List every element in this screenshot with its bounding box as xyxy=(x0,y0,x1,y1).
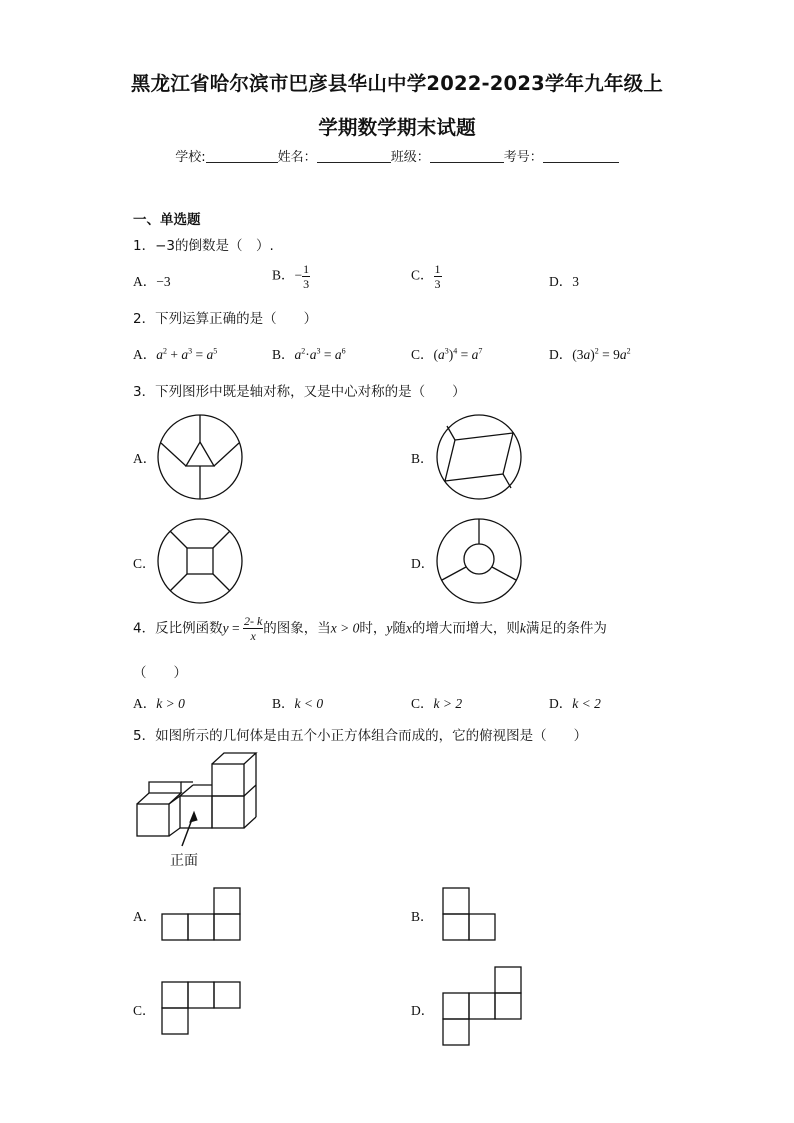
option-text: k > 2 xyxy=(433,696,463,711)
q4-stem xyxy=(133,614,607,643)
option-label: C． xyxy=(411,267,434,283)
q5-option-d-figure xyxy=(442,966,524,1048)
q4-option-c xyxy=(411,692,462,712)
exam-title-line2: 学期数学期末试题 xyxy=(318,116,476,139)
expr-part: a xyxy=(619,347,627,362)
option-prefix: − xyxy=(294,267,303,283)
front-view-label: 正面 xyxy=(170,853,198,869)
option-text: k > 0 xyxy=(156,696,185,711)
option-text: −3 xyxy=(156,274,171,289)
q1-stem: 1．−3的倒数是（ ）. xyxy=(133,238,274,254)
q4-option-a xyxy=(133,692,185,712)
exam-no-blank xyxy=(543,149,619,163)
name-label: 姓名： xyxy=(277,150,317,165)
q3-figure-d xyxy=(435,517,523,605)
q5-stem: 5．如图所示的几何体是由五个小正方体组合而成的，它的俯视图是（ ） xyxy=(133,728,588,744)
q4-var: x xyxy=(405,620,412,636)
expr-part: a xyxy=(471,347,479,362)
exponent: 2 xyxy=(594,346,599,356)
expr-part: a xyxy=(206,347,214,362)
section-heading: 一、单选题 xyxy=(133,212,201,228)
q3-label-c: C． xyxy=(133,556,156,571)
expr-part: (3 xyxy=(572,347,584,362)
q1-option-d xyxy=(549,270,579,290)
q5-label-b: B． xyxy=(411,909,434,924)
expr-part: = 9 xyxy=(598,347,620,362)
q4-condition: x > 0 xyxy=(330,620,360,636)
class-label: 班级： xyxy=(390,150,430,165)
q3-figure-c xyxy=(156,517,244,605)
q1-option-a xyxy=(133,270,171,290)
q4-text: 满足的条件为 xyxy=(525,620,607,637)
expr-part: + xyxy=(167,347,182,362)
q3-label-b: B． xyxy=(411,451,434,466)
q4-fraction xyxy=(243,614,263,643)
denominator: x xyxy=(250,629,256,643)
q5-option-a-figure xyxy=(161,887,243,943)
exponent: 4 xyxy=(453,346,458,356)
option-text: k < 2 xyxy=(572,696,601,711)
q2-option-c xyxy=(411,343,482,363)
class-blank xyxy=(430,149,504,163)
q5-label-c: C． xyxy=(133,1003,156,1018)
exponent: 2 xyxy=(163,346,167,356)
expr-part: a xyxy=(309,347,317,362)
q4-text: 随 xyxy=(392,620,406,637)
option-label: D． xyxy=(549,696,573,711)
q3-figure-a xyxy=(156,413,244,501)
q5-label-d: D． xyxy=(411,1003,435,1018)
option-label: D． xyxy=(549,274,573,289)
q1-option-c xyxy=(411,262,442,291)
expr-part: · xyxy=(305,347,310,362)
exponent: 2 xyxy=(626,346,631,356)
student-info-line xyxy=(0,146,794,165)
school-label: 学校: xyxy=(175,150,206,165)
name-blank xyxy=(317,149,391,163)
expr-part: a xyxy=(294,347,302,362)
option-label: D． xyxy=(549,347,573,362)
option-label: A． xyxy=(133,347,157,362)
numerator: 1 xyxy=(434,262,441,276)
q4-text: 的增大而增大，则 xyxy=(411,620,520,637)
expr-part: = xyxy=(192,347,207,362)
expr-part: = xyxy=(457,347,472,362)
exponent: 6 xyxy=(341,346,346,356)
expr-part: a xyxy=(156,347,163,362)
exponent: 3 xyxy=(316,346,321,356)
option-label: C． xyxy=(411,347,434,362)
q3-label-a: A． xyxy=(133,451,157,466)
exam-title-line1: 黑龙江省哈尔滨市巴彦县华山中学2022-2023学年九年级上 xyxy=(130,72,664,95)
option-text: 3 xyxy=(572,274,579,289)
q4-text: 时， xyxy=(359,620,387,637)
option-label: A． xyxy=(133,274,157,289)
expr-part: ( xyxy=(433,347,439,362)
school-blank xyxy=(206,149,278,163)
fraction xyxy=(434,262,442,291)
option-text: k < 0 xyxy=(294,696,324,711)
expr-part: a xyxy=(438,347,445,362)
option-label: B． xyxy=(272,696,295,711)
fraction xyxy=(302,262,310,291)
denominator: 3 xyxy=(434,277,441,291)
q3-label-d: D． xyxy=(411,556,435,571)
expr-part: a xyxy=(334,347,342,362)
expr-part: a xyxy=(583,347,591,362)
q4-var: y xyxy=(386,620,393,636)
exponent: 5 xyxy=(213,346,218,356)
exponent: 3 xyxy=(444,346,449,356)
q4-text: 的图象，当 xyxy=(263,620,331,637)
q4-text: 4．反比例函数 xyxy=(133,620,223,637)
q5-label-a: A． xyxy=(133,909,157,924)
option-label: A． xyxy=(133,696,157,711)
expr-part: a xyxy=(181,347,189,362)
q4-option-b xyxy=(272,692,323,712)
q2-option-d xyxy=(549,343,631,363)
q3-stem: 3．下列图形中既是轴对称，又是中心对称的是（ ） xyxy=(133,384,466,400)
q5-option-c-figure xyxy=(161,981,243,1037)
q4-eq: = xyxy=(228,620,243,636)
q2-stem: 2．下列运算正确的是（ ） xyxy=(133,311,318,327)
expr-part: = xyxy=(320,347,335,362)
q3-figure-b xyxy=(435,413,523,501)
exam-no-label: 考号： xyxy=(503,150,543,165)
exponent: 3 xyxy=(188,346,193,356)
q5-option-b-figure xyxy=(442,887,524,943)
denominator: 3 xyxy=(303,277,310,291)
q4-paren: （ ） xyxy=(133,665,187,681)
numerator: 1 xyxy=(303,262,310,276)
exponent: 2 xyxy=(301,346,306,356)
q2-option-b xyxy=(272,343,346,363)
q4-var: k xyxy=(519,620,526,636)
q4-option-d xyxy=(549,692,601,712)
q2-option-a xyxy=(133,343,217,363)
numerator: 2- k xyxy=(243,614,263,628)
q4-var: y xyxy=(222,620,229,636)
exponent: 7 xyxy=(478,346,483,356)
q1-option-b xyxy=(272,262,310,291)
expr-part: ) xyxy=(590,347,595,362)
option-label: B． xyxy=(272,347,295,362)
q5-solid-figure xyxy=(136,752,256,842)
option-label: C． xyxy=(411,696,434,711)
expr-part: ) xyxy=(448,347,454,362)
option-label: B． xyxy=(272,267,295,283)
